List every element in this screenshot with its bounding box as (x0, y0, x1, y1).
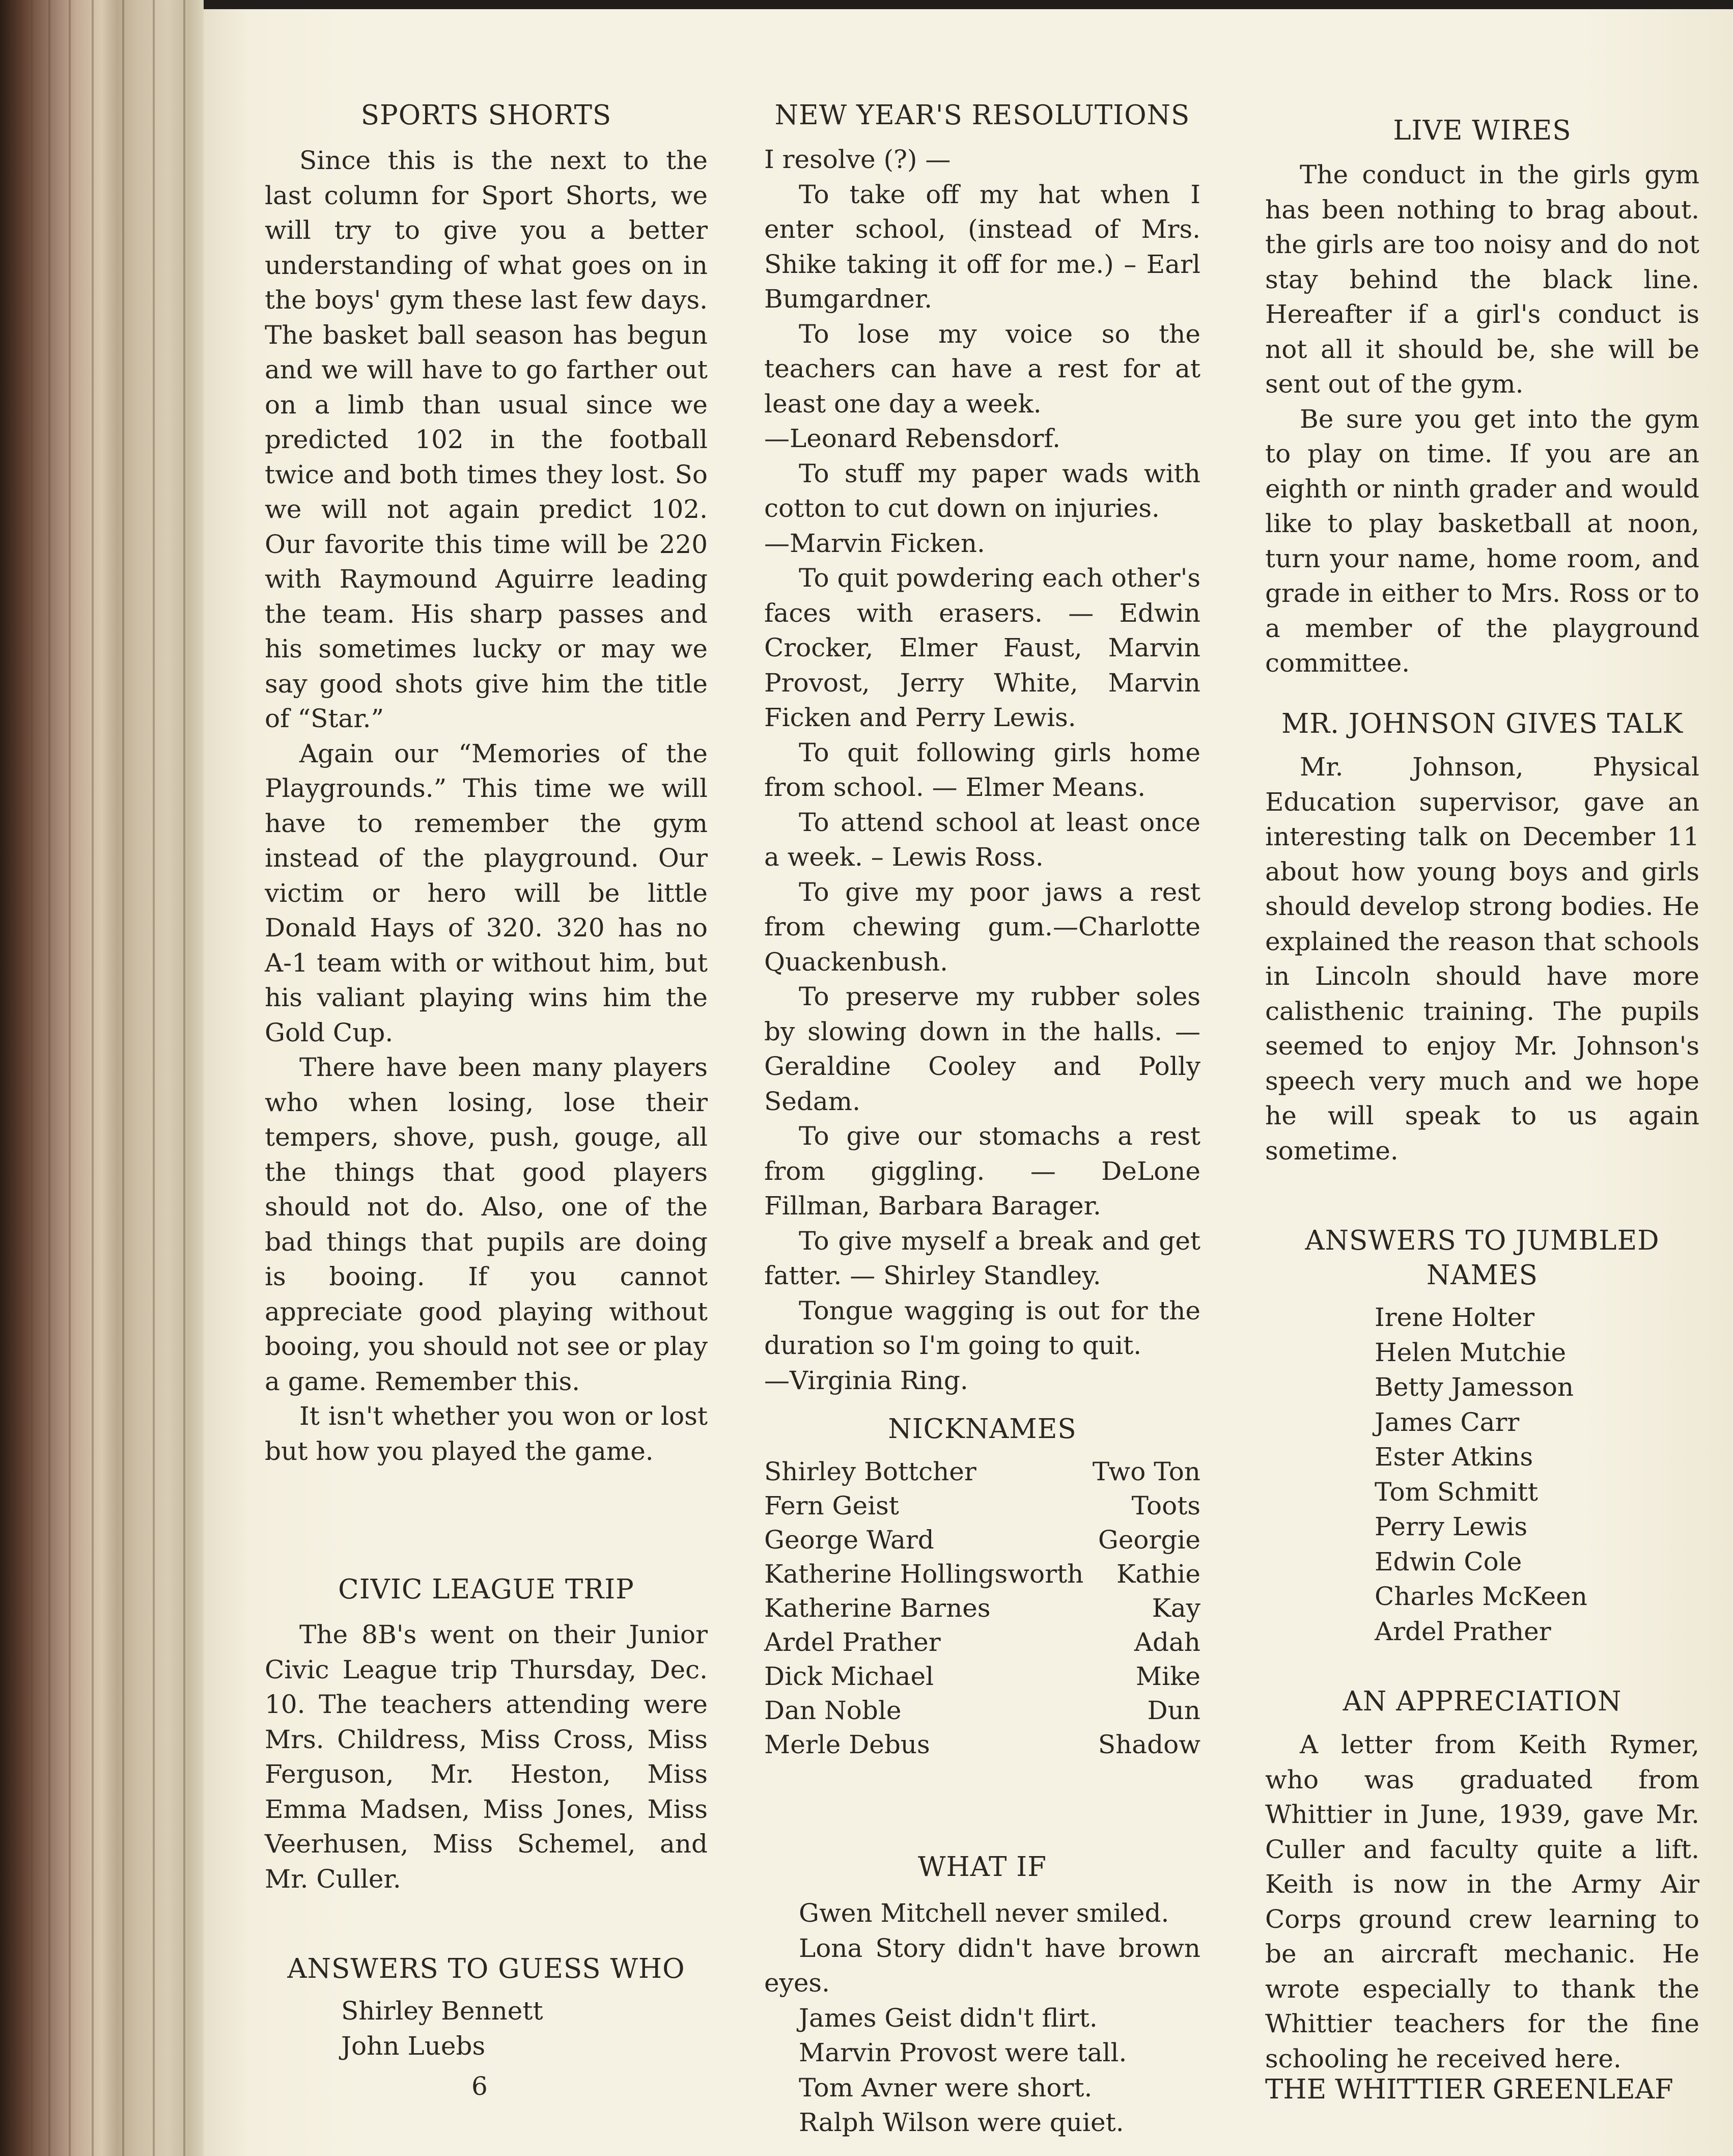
list-item: Irene Holter (1375, 1303, 1535, 1332)
table-row (764, 1489, 1200, 1523)
resolution-item: To give our stomachs a rest from giggling. — DeLone Fillman, Barbara Barager. (764, 1121, 1200, 1221)
johnson-talk-paragraph: Mr. Johnson, Physical Education supervisor, gave an interesting talk on December 11 about how young boys and girls should develop strong bodies. He explained the reason that schools in Lincoln should have more calisthenic training. The pupils seemed to enjoy Mr. Johnson's speech very much and we hope he will speak to us again sometime. (1265, 752, 1699, 1166)
nickname-value: Dun (1147, 1696, 1200, 1725)
table-row (764, 1694, 1200, 1728)
nickname-person: Fern Geist (764, 1491, 899, 1521)
what-if-lines (764, 1896, 1200, 2140)
sports-paragraph-4: It isn't whether you won or lost but how you played the game. (265, 1401, 708, 1466)
civic-league-paragraph: The 8B's went on their Junior Civic League trip Thursday, Dec. 10. The teachers attending were Mrs. Childress, Miss Cross, Miss Ferguson, Mr. Heston, Miss Emma Madsen, Miss Jones, Miss Veerhusen, Miss Schemel, and Mr. Culler. (265, 1620, 708, 1894)
resolution-item: To stuff my paper wads with cotton to cut down on injuries. (764, 458, 1200, 523)
resolution-signature: —Marvin Ficken. (764, 528, 985, 558)
johnson-talk-heading: MR. JOHNSON GIVES TALK (1281, 708, 1684, 739)
resolution-item: To lose my voice so the teachers can have a rest for at least one day a week. (764, 319, 1200, 419)
list-item: Marvin Provost were tall. (799, 2038, 1127, 2067)
nickname-value: Kay (1152, 1593, 1200, 1623)
table-row (764, 1523, 1200, 1557)
live-wires-heading: LIVE WIRES (1393, 115, 1572, 146)
appreciation-heading: AN APPRECIATION (1343, 1686, 1622, 1717)
guess-who-list (265, 1994, 708, 2063)
nickname-person: Dan Noble (764, 1696, 902, 1725)
resolution-item: To quit following girls home from school. — Elmer Means. (764, 737, 1200, 802)
table-row (764, 1557, 1200, 1591)
nicknames-article (764, 1412, 1200, 1762)
list-item: Tom Avner were short. (799, 2072, 1093, 2103)
nickname-person: George Ward (764, 1525, 934, 1555)
jumbled-heading-line-1: ANSWERS TO JUMBLED (1305, 1225, 1660, 1256)
nickname-person: Merle Debus (764, 1730, 930, 1759)
list-item: James Geist didn't flirt. (799, 2003, 1098, 2033)
guess-who-heading: ANSWERS TO GUESS WHO (287, 1953, 685, 1984)
sports-paragraph-3: There have been many players who when losing, lose their tempers, shove, push, gouge, all the things that good players should not do. Also, one of the bad things that pupils are doing is booing. If you cannot appreciate good playing without booing, you should not see or play a game. Remember this. (265, 1053, 708, 1396)
live-wires-paragraph-1: The conduct in the girls gym has been nothing to brag about. the girls are too noisy and do not stay behind the black line. Hereafter if a girl's conduct is not all it should be, she will be sent out of the gym. (1265, 160, 1699, 399)
list-item: Gwen Mitchell never smiled. (799, 1898, 1169, 1928)
jumbled-names-answers (1265, 1224, 1699, 1649)
book-binding-edge (0, 0, 204, 2156)
newsletter-page (204, 0, 1733, 2156)
list-item: Betty Jamesson (1375, 1372, 1574, 1402)
page-number: 6 (471, 2071, 488, 2101)
what-if-article (764, 1850, 1200, 2140)
table-row (764, 1625, 1200, 1660)
jumbled-heading-line-2: NAMES (1427, 1260, 1538, 1291)
johnson-talk-article (1265, 707, 1699, 1168)
sports-shorts-heading: SPORTS SHORTS (360, 100, 612, 131)
sports-shorts-article (265, 98, 708, 1469)
list-item: Edwin Cole (1375, 1546, 1522, 1577)
list-item: Ardel Prather (1375, 1616, 1551, 1646)
resolutions-article (764, 98, 1200, 1398)
table-row (764, 1591, 1200, 1625)
appreciation-article (1265, 1684, 1699, 2076)
sports-paragraph-2: Again our “Memories of the Playgrounds.” This time we will have to remember the gym instead of the playground. Our victim or hero will be little Donald Hays of 320. 320 has no A-1 team with or without him, but his valiant playing wins him the Gold Cup. (265, 738, 708, 1047)
resolution-item: To give myself a break and get fatter. — Shirley Standley. (764, 1226, 1200, 1290)
nickname-person: Dick Michael (764, 1662, 934, 1691)
nickname-person: Katherine Barnes (764, 1593, 991, 1623)
nickname-person: Katherine Hollingsworth (764, 1559, 1084, 1589)
table-row (764, 1660, 1200, 1694)
nicknames-table (764, 1455, 1200, 1762)
what-if-heading: WHAT IF (918, 1851, 1047, 1883)
list-item: Perry Lewis (1375, 1512, 1528, 1541)
nickname-value: Two Ton (1092, 1457, 1200, 1486)
nickname-value: Toots (1131, 1491, 1200, 1521)
civic-league-article (265, 1572, 708, 1896)
live-wires-article (1265, 114, 1699, 681)
list-item: Tom Schmitt (1375, 1477, 1538, 1507)
nickname-person: Ardel Prather (764, 1627, 941, 1657)
sports-paragraph-1: Since this is the next to the last column for Sport Shorts, we will try to give you a better understanding of what goes on in the boys' gym these last few days. The basket ball season has begun and we will have to go farther out on a limb than usual since we predicted 102 in the football twice and both times they lost. So we will not again predict 102. Our favorite this time will be 220 with Raymound Aguirre leading the team. His sharp passes and his sometimes lucky or may we say good shots give him the title of “Star.” (265, 146, 708, 733)
nickname-person: Shirley Bottcher (764, 1457, 976, 1486)
civic-league-heading: CIVIC LEAGUE TRIP (338, 1574, 634, 1605)
live-wires-paragraph-2: Be sure you get into the gym to play on time. If you are an eighth or ninth grader and would like to play basketball at noon, turn your name, home room, and grade in either to Mrs. Ross or to a member of the playground committee. (1265, 404, 1699, 678)
list-item: Ralph Wilson were quiet. (799, 2108, 1124, 2137)
resolutions-intro: I resolve (?) — (764, 145, 951, 174)
nickname-value: Georgie (1098, 1525, 1200, 1555)
nickname-value: Kathie (1116, 1559, 1200, 1589)
table-row (764, 1728, 1200, 1762)
resolution-item: To take off my hat when I enter school, (instead of Mrs. Shike taking it off for me.) – Earl Bumgardner. (764, 179, 1200, 314)
nickname-value: Adah (1134, 1627, 1200, 1657)
list-item: Helen Mutchie (1375, 1337, 1567, 1367)
resolution-item: To attend school at least once a week. – Lewis Ross. (764, 807, 1200, 872)
nicknames-heading: NICKNAMES (888, 1414, 1077, 1445)
jumbled-names-list (1265, 1300, 1699, 1649)
table-row (764, 1455, 1200, 1489)
list-item: Ester Atkins (1375, 1442, 1533, 1472)
list-item: Lona Story didn't have brown eyes. (764, 1933, 1200, 1998)
resolution-item: To preserve my rubber soles by slowing down in the halls. — Geraldine Cooley and Polly Sedam. (764, 982, 1200, 1116)
appreciation-paragraph: A letter from Keith Rymer, who was graduated from Whittier in June, 1939, gave Mr. Culler and faculty quite a lift. Keith is now in the Army Air Corps ground crew learning to be an aircraft mechanic. He wrote especially to thank the Whittier teachers for the fine schooling he received here. (1265, 1730, 1699, 2074)
list-item: James Carr (1375, 1407, 1520, 1437)
nickname-value: Shadow (1098, 1730, 1200, 1759)
list-item: Charles McKeen (1375, 1582, 1587, 1611)
resolution-signature: —Virginia Ring. (764, 1365, 968, 1395)
list-item: Shirley Bennett (341, 1996, 543, 2026)
nickname-value: Mike (1135, 1662, 1200, 1691)
list-item: John Luebs (341, 2031, 486, 2061)
resolution-item: To give my poor jaws a rest from chewing gum.—Charlotte Quackenbush. (764, 877, 1200, 977)
newsletter-footer-title: THE WHITTIER GREENLEAF (1265, 2074, 1673, 2105)
resolution-item: To quit powdering each other's faces with erasers. — Edwin Crocker, Elmer Faust, Marvin Provost, Jerry White, Marvin Ficken and Perry Lewis. (764, 563, 1200, 732)
resolution-item: Tongue wagging is out for the duration so I'm going to quit. (764, 1295, 1200, 1360)
resolutions-heading: NEW YEAR'S RESOLUTIONS (774, 100, 1190, 131)
guess-who-answers (265, 1952, 708, 2063)
resolution-signature: —Leonard Rebensdorf. (764, 424, 1061, 453)
